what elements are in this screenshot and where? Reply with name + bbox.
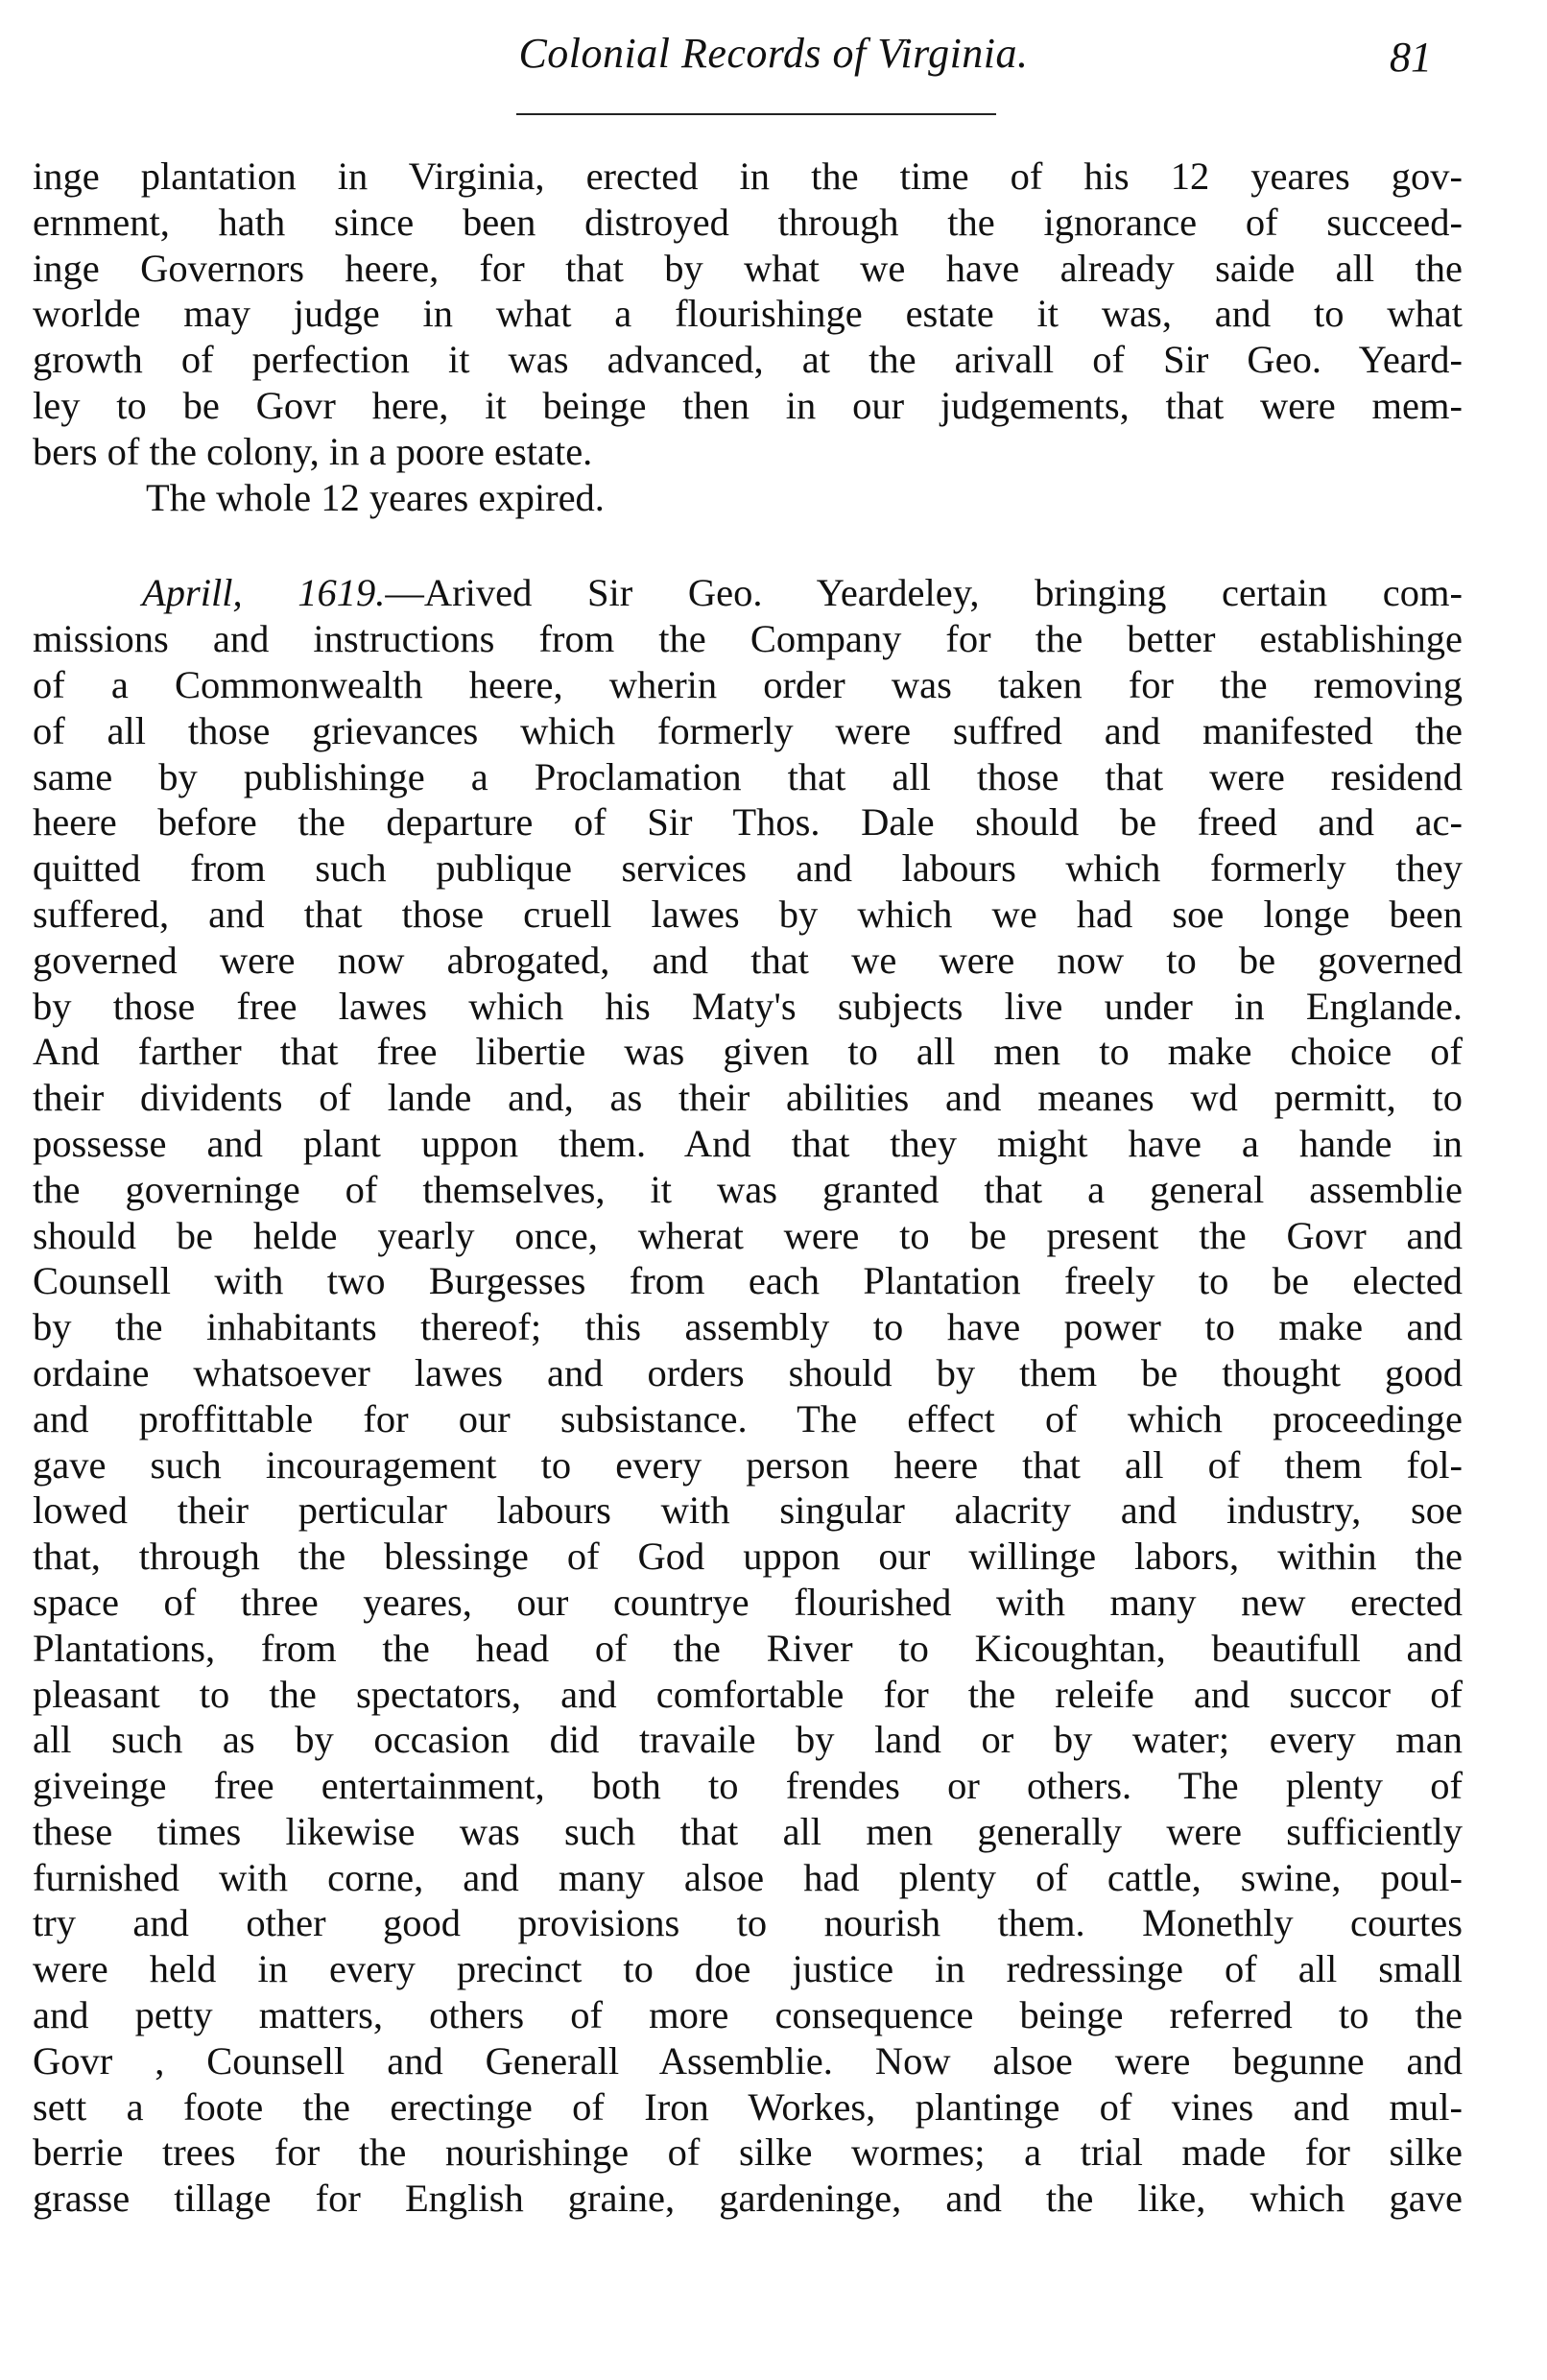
header-rule xyxy=(516,113,996,115)
text-line: by those free lawes which his Maty's subjects live under in Englande. xyxy=(33,984,1463,1028)
text-line: grasse tillage for English graine, gardeninge, and the like, which gave xyxy=(33,2177,1463,2221)
text-line: quitted from such publique services and labours which formerly they xyxy=(33,846,1463,891)
text-line: And farther that free libertie was given to all men to make choice of xyxy=(33,1030,1463,1074)
text-line: worlde may judge in what a flourishinge estate it was, and to what xyxy=(33,292,1463,336)
text-line: of a Commonwealth heere, wherin order was taken for the removing xyxy=(33,662,1463,706)
text-line: ordaine whatsoever lawes and orders should by them be thought good xyxy=(33,1350,1463,1394)
text-line: furnished with corne, and many alsoe had plenty of cattle, swine, poul- xyxy=(33,1855,1463,1899)
dateline: Aprill, 1619. xyxy=(142,571,386,615)
text-line: and petty matters, others of more consequence beinge referred to the xyxy=(33,1993,1463,2037)
text-line: growth of perfection it was advanced, at the arivall of Sir Geo. Yeard- xyxy=(33,338,1463,382)
text-line: try and other good provisions to nourish them. Monethly courtes xyxy=(33,1901,1463,1945)
page-number: 81 xyxy=(1390,34,1432,81)
text-line: same by publishinge a Proclamation that all those that were residend xyxy=(33,754,1463,798)
text-line: pleasant to the spectators, and comfortable for the releife and succor of xyxy=(33,1672,1463,1716)
text-line: governed were now abrogated, and that we were now to be governed xyxy=(33,938,1463,982)
text-line: inge plantation in Virginia, erected in the time of his 12 yeares gov- xyxy=(33,155,1463,198)
text-line-rest: —Arived Sir Geo. Yeardeley, bringing certain com- xyxy=(385,571,1464,615)
text-line: Counsell with two Burgesses from each Plantation freely to be elected xyxy=(33,1259,1463,1303)
running-title: Colonial Records of Virginia. xyxy=(518,30,1029,77)
page-header xyxy=(0,29,1547,86)
text-line: were held in every precinct to doe justice in redressinge of all small xyxy=(33,1947,1463,1991)
text-line: lowed their perticular labours with singular alacrity and industry, soe xyxy=(33,1488,1463,1533)
text-line: possesse and plant uppon them. And that they might have a hande in xyxy=(33,1121,1463,1165)
paragraph-1 xyxy=(33,154,1463,520)
text-line: Govr , Counsell and Generall Assemblie. Now alsoe were begunne and xyxy=(33,2038,1463,2082)
body-text xyxy=(33,154,1463,2222)
text-line: gave such incouragement to every person heere that all of them fol- xyxy=(33,1442,1463,1487)
paragraph-gap xyxy=(33,520,1463,570)
text-line: berrie trees for the nourishinge of silke wormes; a trial made for silke xyxy=(33,2130,1463,2175)
text-line: should be helde yearly once, wherat were to be present the Govr and xyxy=(33,1213,1463,1257)
text-line: that, through the blessinge of God uppon our willinge labors, within the xyxy=(33,1535,1463,1579)
text-line: of all those grievances which formerly were suffred and manifested the xyxy=(33,708,1463,752)
text-line: the governinge of themselves, it was granted that a general assemblie xyxy=(33,1167,1463,1211)
dateline-line xyxy=(33,570,1463,616)
text-line: their dividents of lande and, as their abilities and meanes wd permitt, to xyxy=(33,1076,1463,1120)
paragraph-2 xyxy=(33,570,1463,2222)
text-line: these times likewise was such that all men generally were sufficiently xyxy=(33,1809,1463,1853)
text-line: bers of the colony, in a poore estate. xyxy=(33,429,593,473)
text-line: Plantations, from the head of the River to Kicoughtan, beautifull and xyxy=(33,1626,1463,1670)
text-line: giveinge free entertainment, both to frendes or others. The plenty of xyxy=(33,1764,1463,1808)
text-line: all such as by occasion did travaile by land or by water; every man xyxy=(33,1718,1463,1762)
text-line: heere before the departure of Sir Thos. Dale should be freed and ac- xyxy=(33,800,1463,845)
text-line: suffered, and that those cruell lawes by which we had soe longe been xyxy=(33,892,1463,936)
text-line: sett a foote the erectinge of Iron Workes, plantinge of vines and mul- xyxy=(33,2084,1463,2129)
closing-line: The whole 12 yeares expired. xyxy=(146,475,605,519)
text-line: and proffittable for our subsistance. The effect of which proceedinge xyxy=(33,1396,1463,1440)
text-line: ley to be Govr here, it beinge then in our judgements, that were mem- xyxy=(33,383,1463,427)
text-line: ernment, hath since been distroyed through the ignorance of succeed- xyxy=(33,200,1463,244)
text-line: by the inhabitants thereof; this assembly to have power to make and xyxy=(33,1305,1463,1349)
text-line: space of three yeares, our countrye flourished with many new erected xyxy=(33,1580,1463,1624)
text-line: inge Governors heere, for that by what we have already saide all the xyxy=(33,246,1463,290)
text-line: missions and instructions from the Company for the better establishinge xyxy=(33,617,1463,661)
